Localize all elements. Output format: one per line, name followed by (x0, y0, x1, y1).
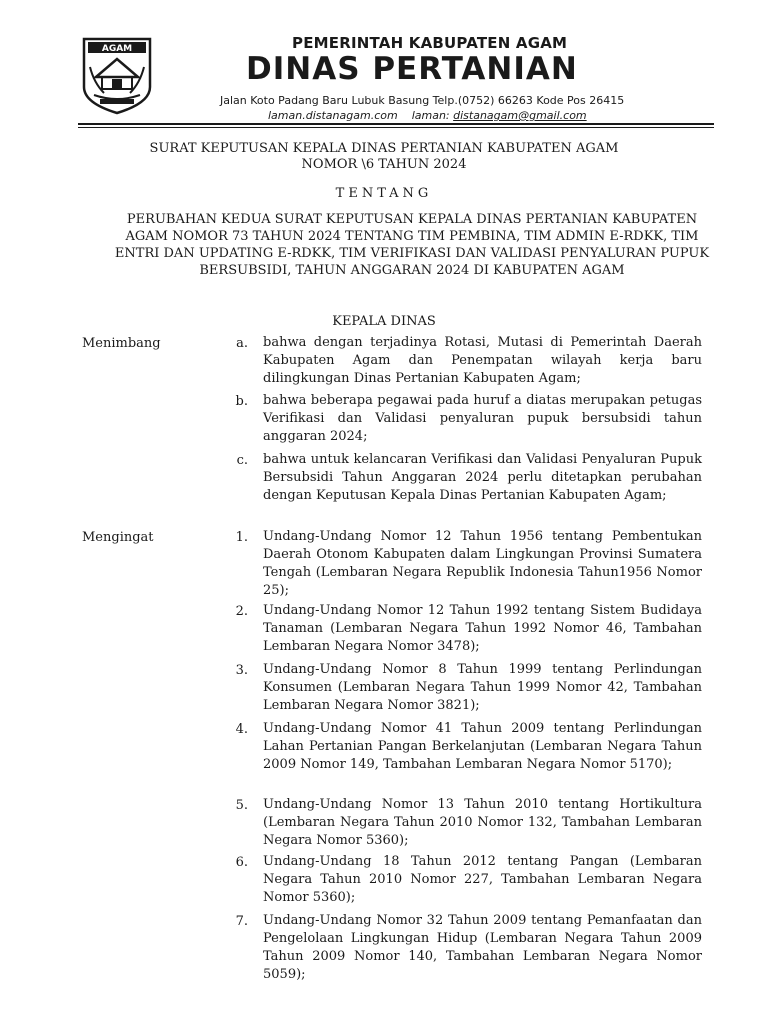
letterhead-agency-title: DINAS PERTANIAN (246, 51, 578, 87)
mengingat-item: Undang-Undang Nomor 32 Tahun 2009 tentang Pemanfaatan dan Pengelolaan Lingkungan Hidup (Lembaran Negara Tahun 2009 Tahun 2009 Nomor 140, Tambahan Lembaran Negara Nomor 5059); (263, 913, 702, 982)
list-marker: a. (236, 336, 248, 351)
mengingat-item: Undang-Undang Nomor 8 Tahun 1999 tentang Perlindungan Konsumen (Lembaran Negara Tahun 1999 Nomor 42, Tambahan Lembaran Negara Nomor 3821); (263, 662, 702, 713)
mengingat-item: Undang-Undang Nomor 13 Tahun 2010 tentang Hortikultura (Lembaran Negara Tahun 2010 Nomor 132, Tambahan Lembaran Negara Nomor 5360); (263, 797, 702, 848)
list-marker: 2. (235, 604, 248, 619)
menimbang-label: Menimbang (82, 336, 161, 351)
menimbang-item: bahwa dengan terjadinya Rotasi, Mutasi di Pemerintah Daerah Kabupaten Agam dan Penempatan wilayah kerja baru dilingkungan Dinas Pertanian Kabupaten Agam; (263, 335, 702, 386)
list-marker: 4. (235, 722, 248, 737)
mengingat-item: Undang-Undang Nomor 12 Tahun 1992 tentang Sistem Budidaya Tanaman (Lembaran Negara Tahun 1992 Nomor 46, Tambahan Lembaran Negara Nomor 3478); (263, 603, 702, 654)
mengingat-item: Undang-Undang 18 Tahun 2012 tentang Pangan (Lembaran Negara Tahun 2010 Nomor 227, Tambahan Lembaran Negara Nomor 5360); (263, 854, 702, 905)
mengingat-label: Mengingat (82, 530, 154, 545)
list-marker: 1. (235, 530, 248, 545)
list-marker: 6. (235, 855, 248, 870)
website-link[interactable]: laman.distanagam.com (268, 109, 398, 122)
letterhead-rule-thick (78, 123, 714, 125)
issuer-heading: KEPALA DINAS (332, 314, 436, 329)
email-link[interactable]: distanagam@gmail.com (453, 109, 587, 122)
list-marker: 7. (235, 914, 248, 929)
mengingat-item: Undang-Undang Nomor 12 Tahun 1956 tentang Pembentukan Daerah Otonom Kabupaten dalam Lingkungan Provinsi Sumatera Tengah (Lembaran Negara Republik Indonesia Tahun1956 Nomor 25); (263, 529, 702, 598)
list-marker: c. (236, 453, 248, 468)
list-marker: b. (235, 394, 248, 409)
document-number: NOMOR \6 TAHUN 2024 (301, 157, 467, 172)
tentang-heading: TENTANG (335, 186, 433, 201)
letterhead-address: Jalan Koto Padang Baru Lubuk Basung Telp.(0752) 66263 Kode Pos 26415 (220, 94, 625, 107)
list-marker: 5. (235, 798, 248, 813)
email-label: laman: (411, 109, 450, 122)
agam-regency-emblem (80, 37, 154, 115)
document-subject: PERUBAHAN KEDUA SURAT KEPUTUSAN KEPALA DINAS PERTANIAN KABUPATEN AGAM NOMOR 73 TAHUN 2024 TENTANG TIM PEMBINA, TIM ADMIN E-RDKK, TIM ENTRI DAN UPDATING E-RDKK, TIM VERIFIKASI DAN VALIDASI PENYALURAN PUPUK BERSUBSIDI, TAHUN ANGGARAN 2024 DI KABUPATEN AGAM (114, 212, 710, 278)
list-marker: 3. (235, 663, 248, 678)
letterhead-government: PEMERINTAH KABUPATEN AGAM (292, 34, 568, 52)
document-heading: SURAT KEPUTUSAN KEPALA DINAS PERTANIAN KABUPATEN AGAM (149, 141, 619, 156)
letterhead-rule-thin (78, 127, 714, 128)
emblem-text: AGAM (101, 44, 133, 54)
letterhead-contact (268, 109, 587, 122)
menimbang-item: bahwa untuk kelancaran Verifikasi dan Validasi Penyaluran Pupuk Bersubsidi Tahun Anggaran 2024 perlu ditetapkan perubahan dengan Keputusan Kepala Dinas Pertanian Kabupaten Agam; (263, 452, 702, 503)
mengingat-item: Undang-Undang Nomor 41 Tahun 2009 tentang Perlindungan Lahan Pertanian Pangan Berkelanjutan (Lembaran Negara Tahun 2009 Nomor 149, Tambahan Lembaran Negara Nomor 5170); (263, 721, 702, 772)
menimbang-item: bahwa beberapa pegawai pada huruf a diatas merupakan petugas Verifikasi dan Validasi penyaluran pupuk bersubsidi tahun anggaran 2024; (263, 393, 702, 444)
